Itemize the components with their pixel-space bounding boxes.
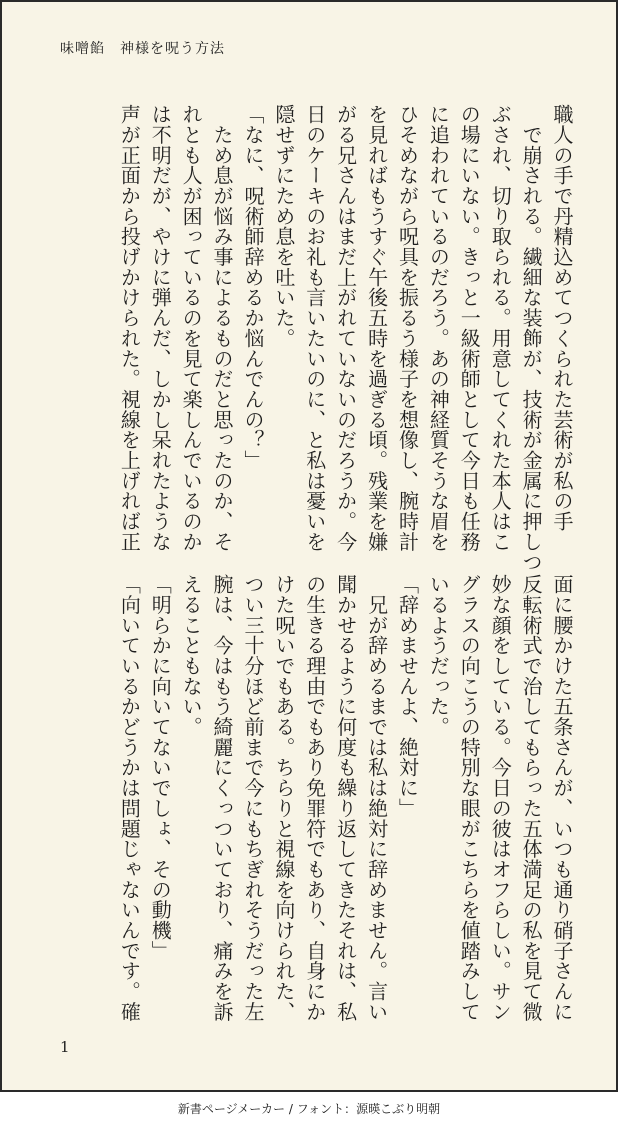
body-text-lower: 面に腰かけた五条さんが、いつも通り硝子さんに 反転術式で治してもらった五体満足の私を見て微 妙な顔をしている。今日の彼はオフらしい。サン グラスの向こうの特別な眼がこちらを値踏みして いるようだった。 「辞めませんよ、絶対に」 兄が辞めるまでは私は絶対に辞めません。言い 聞かせるように何度も繰り返してきたそれは、私 の生きる理由でもあり免罪符でもあり、自身にか けた呪いでもある。ちらりと視線を向けられた、 つい三十分ほど前まで今にもちぎれそうだった左 腕は、今はもう綺麗にくっついており、痛みを訴 えることもない。 「明らかに向いてないでしょ、その動機」 「向いているかどうかは問題じゃないんです。確: [117, 574, 574, 1022]
page-number: 1: [60, 1038, 70, 1056]
generator-credit: 新書ページメーカー / フォント：源暎こぶり明朝: [177, 1102, 441, 1116]
body-text-upper: 職人の手で丹精込めてつくられた芸術が私の手 で崩される。繊細な装飾が、技術が金属に押しつ ぶされ、切り取られる。用意してくれた本人はこ の場にいない。きっと一級術師として今日も任務 に追われているのだろう。あの神経質そうな眉を ひそめながら呪具を振るう様子を想像し、腕時計 を見ればもうすぐ午後五時を過ぎる頃。残業を嫌 がる兄さんはまだ上がれていないのだろうか。今 日のケーキのお礼も言いたいのに、と私は憂いを 隠せずにため息を吐いた。 「なに、呪術師辞めるか悩んでんの？」 ため息が悩み事によるものだと思ったのか、そ れとも人が困っているのを見て楽しんでいるのか は不明だが、やけに弾んだ、しかし呆れたような 声が正面から投げかけられた。視線を上げれば正: [117, 104, 574, 573]
page-header-title: 味噌餡 神様を呪う方法: [60, 41, 225, 57]
